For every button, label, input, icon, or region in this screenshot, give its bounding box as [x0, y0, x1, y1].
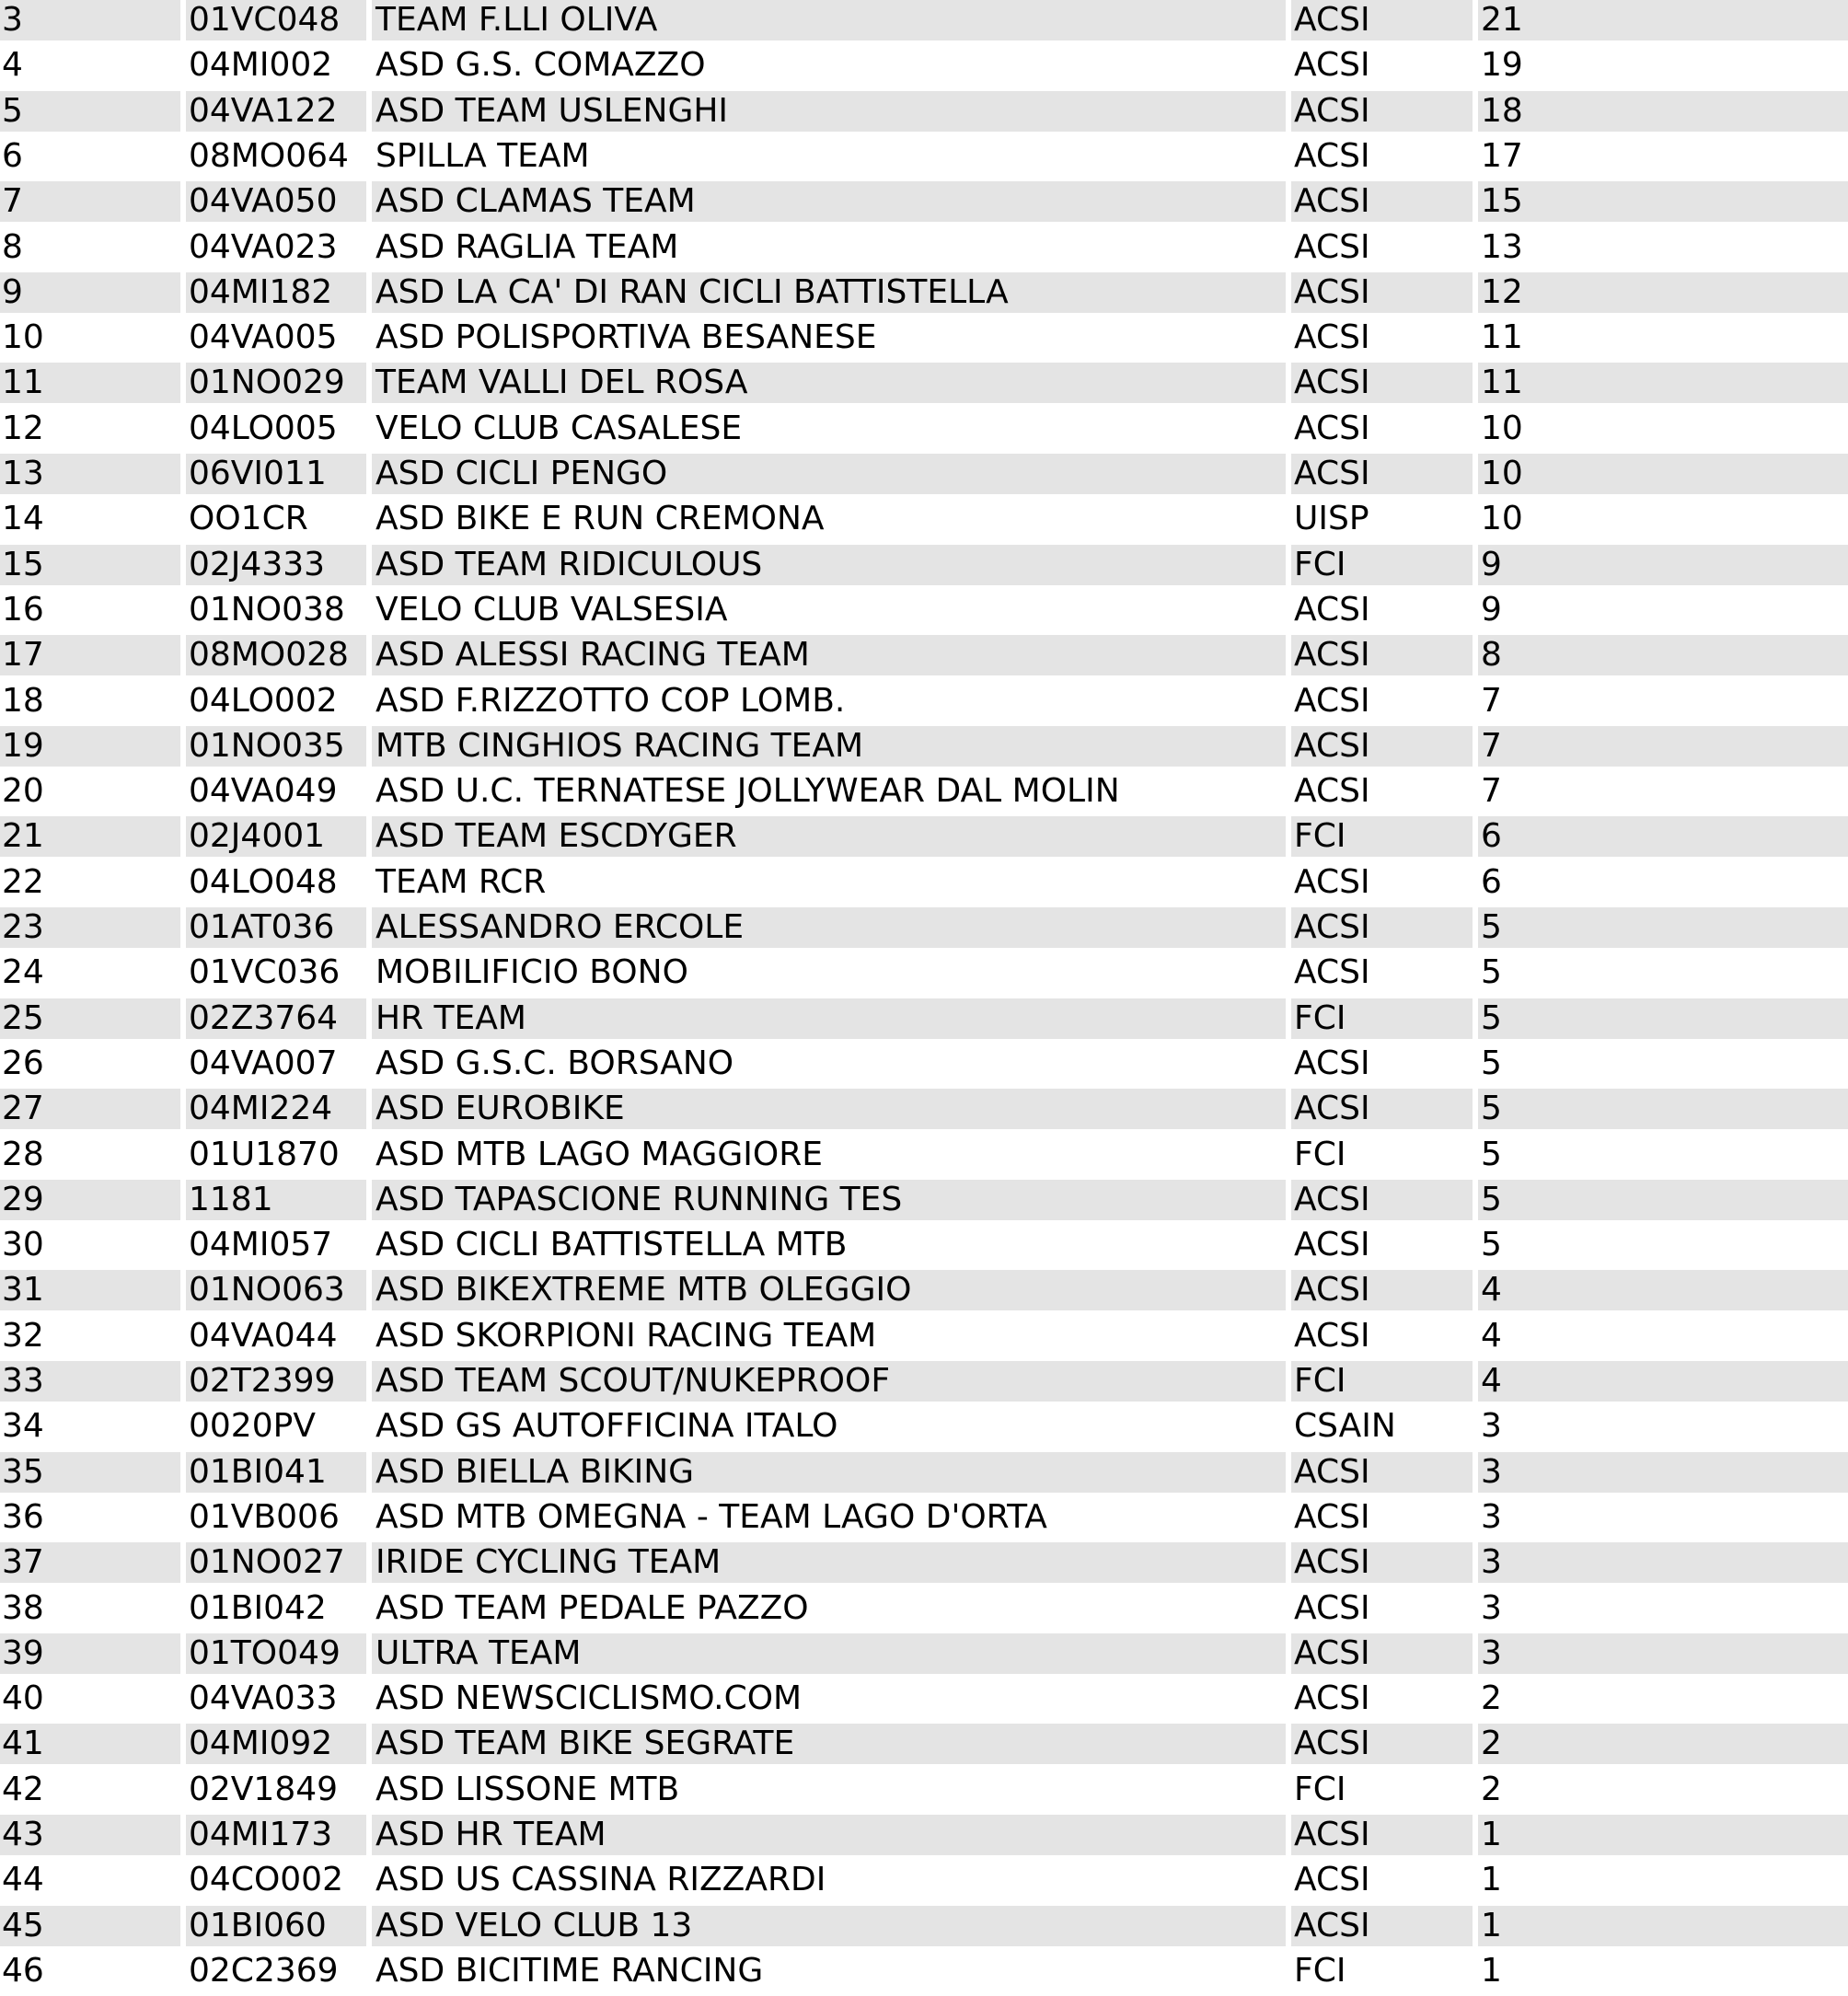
team-code-cell: 04MI224	[186, 1089, 366, 1129]
points-cell: 3	[1478, 1452, 1848, 1493]
team-code-cell: 01U1870	[189, 1135, 340, 1173]
points-cell: 4	[1478, 1270, 1848, 1310]
organization-cell: ACSI	[1294, 136, 1370, 175]
team-code-cell: 08MO028	[186, 635, 366, 675]
table-row	[0, 1135, 1848, 1180]
organization-cell: ACSI	[1291, 1452, 1473, 1493]
points-cell: 8	[1478, 635, 1848, 675]
organization-cell: ACSI	[1294, 1679, 1370, 1718]
points-cell: 4	[1481, 1316, 1502, 1355]
team-code-cell: 08MO064	[189, 136, 349, 175]
organization-cell: ACSI	[1291, 635, 1473, 675]
points-cell: 10	[1478, 454, 1848, 494]
position-cell: 32	[2, 1316, 44, 1355]
team-name-cell: MOBILIFICIO BONO	[375, 953, 688, 992]
table-row	[0, 1770, 1848, 1815]
points-cell: 6	[1478, 816, 1848, 857]
position-cell: 14	[2, 500, 44, 538]
team-code-cell: 02Z3764	[186, 998, 366, 1039]
organization-cell: FCI	[1291, 816, 1473, 857]
organization-cell: ACSI	[1291, 363, 1473, 403]
position-cell: 38	[2, 1588, 44, 1627]
team-code-cell: 01TO049	[186, 1633, 366, 1674]
points-cell: 17	[1481, 136, 1523, 175]
points-cell: 1	[1481, 1951, 1502, 1990]
position-cell: 35	[0, 1452, 180, 1493]
team-code-cell: 01NO027	[186, 1542, 366, 1583]
team-code-cell: 04MI092	[186, 1724, 366, 1764]
points-cell: 15	[1478, 181, 1848, 222]
team-name-cell: ASD EUROBIKE	[372, 1089, 1286, 1129]
organization-cell: ACSI	[1294, 1044, 1370, 1082]
team-name-cell: ASD ALESSI RACING TEAM	[372, 635, 1286, 675]
organization-cell: ACSI	[1294, 1316, 1370, 1355]
organization-cell: ACSI	[1291, 1633, 1473, 1674]
points-cell: 1	[1478, 1815, 1848, 1855]
team-name-cell: ASD F.RIZZOTTO COP LOMB.	[375, 681, 846, 720]
points-cell: 4	[1478, 1361, 1848, 1402]
points-cell: 1	[1481, 1861, 1502, 1899]
position-cell: 28	[2, 1135, 44, 1173]
team-code-cell: 01VB006	[189, 1497, 340, 1536]
organization-cell: ACSI	[1291, 1089, 1473, 1129]
points-cell: 7	[1481, 681, 1502, 720]
table-row	[0, 771, 1848, 816]
table-row	[0, 499, 1848, 544]
points-cell: 3	[1481, 1588, 1502, 1627]
position-cell: 12	[2, 409, 44, 447]
organization-cell: FCI	[1291, 1361, 1473, 1402]
organization-cell: ACSI	[1291, 726, 1473, 767]
organization-cell: ACSI	[1294, 772, 1370, 811]
points-cell: 1	[1478, 1906, 1848, 1946]
points-cell: 2	[1478, 1724, 1848, 1764]
position-cell: 44	[2, 1861, 44, 1899]
team-code-cell: 04VA044	[189, 1316, 338, 1355]
points-cell: 18	[1478, 91, 1848, 132]
team-code-cell: OO1CR	[189, 500, 308, 538]
position-cell: 6	[2, 136, 23, 175]
team-code-cell: 04VA033	[189, 1679, 338, 1718]
team-code-cell: 04MI057	[189, 1226, 333, 1264]
table-row	[0, 1361, 1848, 1406]
team-name-cell: ASD SKORPIONI RACING TEAM	[375, 1316, 877, 1355]
organization-cell: ACSI	[1291, 1815, 1473, 1855]
position-cell: 45	[0, 1906, 180, 1946]
team-code-cell: 01VC036	[189, 953, 341, 992]
table-row	[0, 1406, 1848, 1451]
points-cell: 5	[1478, 1180, 1848, 1220]
team-code-cell: 04VA049	[189, 772, 338, 811]
position-cell: 30	[2, 1226, 44, 1264]
team-name-cell: ASD POLISPORTIVA BESANESE	[375, 318, 877, 357]
team-name-cell: ASD CICLI BATTISTELLA MTB	[375, 1226, 848, 1264]
team-code-cell: 01BI041	[186, 1452, 366, 1493]
points-cell: 9	[1481, 590, 1502, 629]
organization-cell: FCI	[1294, 1135, 1346, 1173]
table-row	[0, 1542, 1848, 1587]
position-cell: 3	[0, 0, 180, 40]
team-name-cell: ASD TAPASCIONE RUNNING TES	[372, 1180, 1286, 1220]
position-cell: 7	[0, 181, 180, 222]
team-code-cell: 02C2369	[189, 1951, 339, 1990]
team-name-cell: TEAM RCR	[375, 862, 547, 901]
points-cell: 12	[1478, 272, 1848, 313]
table-row	[0, 907, 1848, 952]
table-row	[0, 1906, 1848, 1951]
table-row	[0, 1724, 1848, 1769]
position-cell: 8	[2, 227, 23, 266]
team-name-cell: ASD LA CA' DI RAN CICLI BATTISTELLA	[372, 272, 1286, 313]
position-cell: 4	[2, 46, 23, 85]
position-cell: 24	[2, 953, 44, 992]
team-name-cell: ASD BIELLA BIKING	[372, 1452, 1286, 1493]
points-cell: 5	[1481, 953, 1502, 992]
team-name-cell: ASD BIKEXTREME MTB OLEGGIO	[372, 1270, 1286, 1310]
table-row	[0, 545, 1848, 590]
team-name-cell: ASD G.S.C. BORSANO	[375, 1044, 734, 1082]
points-cell: 5	[1478, 907, 1848, 948]
team-code-cell: 01VC048	[186, 0, 366, 40]
organization-cell: ACSI	[1291, 1180, 1473, 1220]
team-name-cell: ASD BICITIME RANCING	[375, 1951, 764, 1990]
table-row	[0, 1860, 1848, 1905]
team-code-cell: 04LO002	[189, 681, 338, 720]
points-cell: 7	[1478, 726, 1848, 767]
organization-cell: ACSI	[1294, 590, 1370, 629]
table-row	[0, 1951, 1848, 1996]
table-row	[0, 272, 1848, 317]
organization-cell: ACSI	[1294, 46, 1370, 85]
team-code-cell: 01NO029	[186, 363, 366, 403]
organization-cell: ACSI	[1291, 1542, 1473, 1583]
team-code-cell: 04LO005	[189, 409, 338, 447]
team-code-cell: 04MI173	[186, 1815, 366, 1855]
team-name-cell: ASD TEAM SCOUT/NUKEPROOF	[372, 1361, 1286, 1402]
points-cell: 3	[1478, 1633, 1848, 1674]
table-row	[0, 1588, 1848, 1633]
position-cell: 40	[2, 1679, 44, 1718]
points-cell: 5	[1478, 1089, 1848, 1129]
team-name-cell: ASD TEAM BIKE SEGRATE	[372, 1724, 1286, 1764]
points-cell: 13	[1481, 227, 1523, 266]
organization-cell: ACSI	[1291, 1724, 1473, 1764]
position-cell: 46	[2, 1951, 44, 1990]
organization-cell: ACSI	[1294, 1588, 1370, 1627]
position-cell: 16	[2, 590, 44, 629]
organization-cell: ACSI	[1294, 862, 1370, 901]
position-cell: 21	[0, 816, 180, 857]
position-cell: 34	[2, 1407, 44, 1446]
table-row	[0, 1270, 1848, 1315]
team-name-cell: MTB CINGHIOS RACING TEAM	[372, 726, 1286, 767]
points-cell: 11	[1478, 363, 1848, 403]
table-row	[0, 862, 1848, 907]
points-cell: 10	[1481, 409, 1523, 447]
organization-cell: ACSI	[1294, 681, 1370, 720]
team-code-cell: 04VA122	[186, 91, 366, 132]
points-cell: 3	[1481, 1497, 1502, 1536]
position-cell: 33	[0, 1361, 180, 1402]
position-cell: 25	[0, 998, 180, 1039]
table-row	[0, 454, 1848, 499]
position-cell: 19	[0, 726, 180, 767]
table-row	[0, 726, 1848, 771]
points-cell: 5	[1481, 1044, 1502, 1082]
table-row	[0, 363, 1848, 408]
position-cell: 23	[0, 907, 180, 948]
points-cell: 11	[1481, 318, 1523, 357]
table-row	[0, 681, 1848, 726]
team-code-cell: 04VA007	[189, 1044, 338, 1082]
table-row	[0, 1225, 1848, 1270]
team-name-cell: ASD BIKE E RUN CREMONA	[375, 500, 825, 538]
points-cell: 9	[1478, 545, 1848, 585]
position-cell: 18	[2, 681, 44, 720]
table-row	[0, 0, 1848, 45]
team-name-cell: ASD NEWSCICLISMO.COM	[375, 1679, 803, 1718]
organization-cell: CSAIN	[1294, 1407, 1396, 1446]
team-code-cell: 01NO038	[189, 590, 345, 629]
table-row	[0, 1316, 1848, 1361]
organization-cell: ACSI	[1294, 953, 1370, 992]
team-name-cell: VELO CLUB VALSESIA	[375, 590, 728, 629]
table-row	[0, 1497, 1848, 1542]
position-cell: 31	[0, 1270, 180, 1310]
position-cell: 26	[2, 1044, 44, 1082]
points-cell: 3	[1478, 1542, 1848, 1583]
organization-cell: ACSI	[1291, 91, 1473, 132]
position-cell: 13	[0, 454, 180, 494]
team-code-cell: 02T2399	[186, 1361, 366, 1402]
team-name-cell: ASD U.C. TERNATESE JOLLYWEAR DAL MOLIN	[375, 772, 1120, 811]
team-code-cell: 04CO002	[189, 1861, 343, 1899]
table-row	[0, 1679, 1848, 1724]
position-cell: 15	[0, 545, 180, 585]
team-code-cell: 04MI002	[189, 46, 333, 85]
table-row	[0, 409, 1848, 454]
position-cell: 10	[2, 318, 44, 357]
points-cell: 5	[1481, 1226, 1502, 1264]
team-name-cell: ASD LISSONE MTB	[375, 1770, 680, 1808]
table-row	[0, 1452, 1848, 1497]
team-code-cell: 04VA050	[186, 181, 366, 222]
table-row	[0, 635, 1848, 680]
team-code-cell: 06VI011	[186, 454, 366, 494]
points-cell: 7	[1481, 772, 1502, 811]
organization-cell: FCI	[1294, 1951, 1346, 1990]
position-cell: 17	[0, 635, 180, 675]
points-cell: 19	[1481, 46, 1523, 85]
points-cell: 21	[1478, 0, 1848, 40]
team-code-cell: 02J4001	[186, 816, 366, 857]
team-code-cell: 04VA023	[189, 227, 338, 266]
team-name-cell: ULTRA TEAM	[372, 1633, 1286, 1674]
team-code-cell: 01BI042	[189, 1588, 327, 1627]
team-name-cell: ALESSANDRO ERCOLE	[372, 907, 1286, 948]
team-code-cell: 0020PV	[189, 1407, 316, 1446]
organization-cell: ACSI	[1294, 1226, 1370, 1264]
team-code-cell: 01NO035	[186, 726, 366, 767]
position-cell: 37	[0, 1542, 180, 1583]
table-row	[0, 227, 1848, 272]
team-name-cell: TEAM VALLI DEL ROSA	[372, 363, 1286, 403]
team-name-cell: ASD US CASSINA RIZZARDI	[375, 1861, 826, 1899]
team-name-cell: ASD TEAM PEDALE PAZZO	[375, 1588, 809, 1627]
table-row	[0, 998, 1848, 1044]
position-cell: 22	[2, 862, 44, 901]
team-name-cell: SPILLA TEAM	[375, 136, 590, 175]
table-row	[0, 1089, 1848, 1134]
organization-cell: ACSI	[1294, 409, 1370, 447]
team-name-cell: ASD TEAM USLENGHI	[372, 91, 1286, 132]
team-name-cell: ASD GS AUTOFFICINA ITALO	[375, 1407, 838, 1446]
points-cell: 10	[1481, 500, 1523, 538]
table-row	[0, 136, 1848, 181]
team-name-cell: ASD VELO CLUB 13	[372, 1906, 1286, 1946]
team-code-cell: 1181	[186, 1180, 366, 1220]
points-cell: 5	[1481, 1135, 1502, 1173]
points-cell: 3	[1481, 1407, 1502, 1446]
team-name-cell: IRIDE CYCLING TEAM	[372, 1542, 1286, 1583]
points-cell: 2	[1481, 1770, 1502, 1808]
organization-cell: ACSI	[1294, 227, 1370, 266]
team-name-cell: TEAM F.LLI OLIVA	[372, 0, 1286, 40]
table-row	[0, 1633, 1848, 1679]
team-code-cell: 04VA005	[189, 318, 338, 357]
team-code-cell: 02V1849	[189, 1770, 339, 1808]
table-row	[0, 1180, 1848, 1225]
team-name-cell: ASD CLAMAS TEAM	[372, 181, 1286, 222]
points-cell: 5	[1478, 998, 1848, 1039]
table-row	[0, 181, 1848, 226]
organization-cell: ACSI	[1291, 907, 1473, 948]
organization-cell: FCI	[1291, 545, 1473, 585]
position-cell: 36	[2, 1497, 44, 1536]
team-code-cell: 01AT036	[186, 907, 366, 948]
position-cell: 5	[0, 91, 180, 132]
table-row	[0, 952, 1848, 998]
team-name-cell: ASD RAGLIA TEAM	[375, 227, 679, 266]
position-cell: 20	[2, 772, 44, 811]
team-name-cell: ASD MTB OMEGNA - TEAM LAGO D'ORTA	[375, 1497, 1047, 1536]
team-name-cell: ASD G.S. COMAZZO	[375, 46, 706, 85]
organization-cell: ACSI	[1294, 1497, 1370, 1536]
organization-cell: FCI	[1294, 1770, 1346, 1808]
position-cell: 27	[0, 1089, 180, 1129]
table-row	[0, 45, 1848, 90]
team-name-cell: ASD MTB LAGO MAGGIORE	[375, 1135, 823, 1173]
team-code-cell: 04MI182	[186, 272, 366, 313]
points-cell: 2	[1481, 1679, 1502, 1718]
table-row	[0, 816, 1848, 861]
position-cell: 9	[0, 272, 180, 313]
table-row	[0, 1815, 1848, 1860]
organization-cell: ACSI	[1291, 181, 1473, 222]
team-name-cell: ASD HR TEAM	[372, 1815, 1286, 1855]
table-row	[0, 1044, 1848, 1089]
position-cell: 29	[0, 1180, 180, 1220]
team-code-cell: 01BI060	[186, 1906, 366, 1946]
organization-cell: ACSI	[1294, 318, 1370, 357]
team-code-cell: 04LO048	[189, 862, 338, 901]
organization-cell: ACSI	[1294, 1861, 1370, 1899]
organization-cell: ACSI	[1291, 1270, 1473, 1310]
organization-cell: ACSI	[1291, 0, 1473, 40]
organization-cell: UISP	[1294, 500, 1369, 538]
organization-cell: ACSI	[1291, 272, 1473, 313]
team-name-cell: ASD CICLI PENGO	[372, 454, 1286, 494]
team-name-cell: VELO CLUB CASALESE	[375, 409, 743, 447]
team-code-cell: 01NO063	[186, 1270, 366, 1310]
position-cell: 41	[0, 1724, 180, 1764]
team-name-cell: ASD TEAM ESCDYGER	[372, 816, 1286, 857]
table-row	[0, 317, 1848, 363]
position-cell: 39	[0, 1633, 180, 1674]
points-cell: 6	[1481, 862, 1502, 901]
team-name-cell: ASD TEAM RIDICULOUS	[372, 545, 1286, 585]
table-row	[0, 590, 1848, 635]
team-code-cell: 02J4333	[186, 545, 366, 585]
position-cell: 11	[0, 363, 180, 403]
position-cell: 42	[2, 1770, 44, 1808]
table-row	[0, 91, 1848, 136]
position-cell: 43	[0, 1815, 180, 1855]
organization-cell: ACSI	[1291, 454, 1473, 494]
team-name-cell: HR TEAM	[372, 998, 1286, 1039]
organization-cell: FCI	[1291, 998, 1473, 1039]
organization-cell: ACSI	[1291, 1906, 1473, 1946]
